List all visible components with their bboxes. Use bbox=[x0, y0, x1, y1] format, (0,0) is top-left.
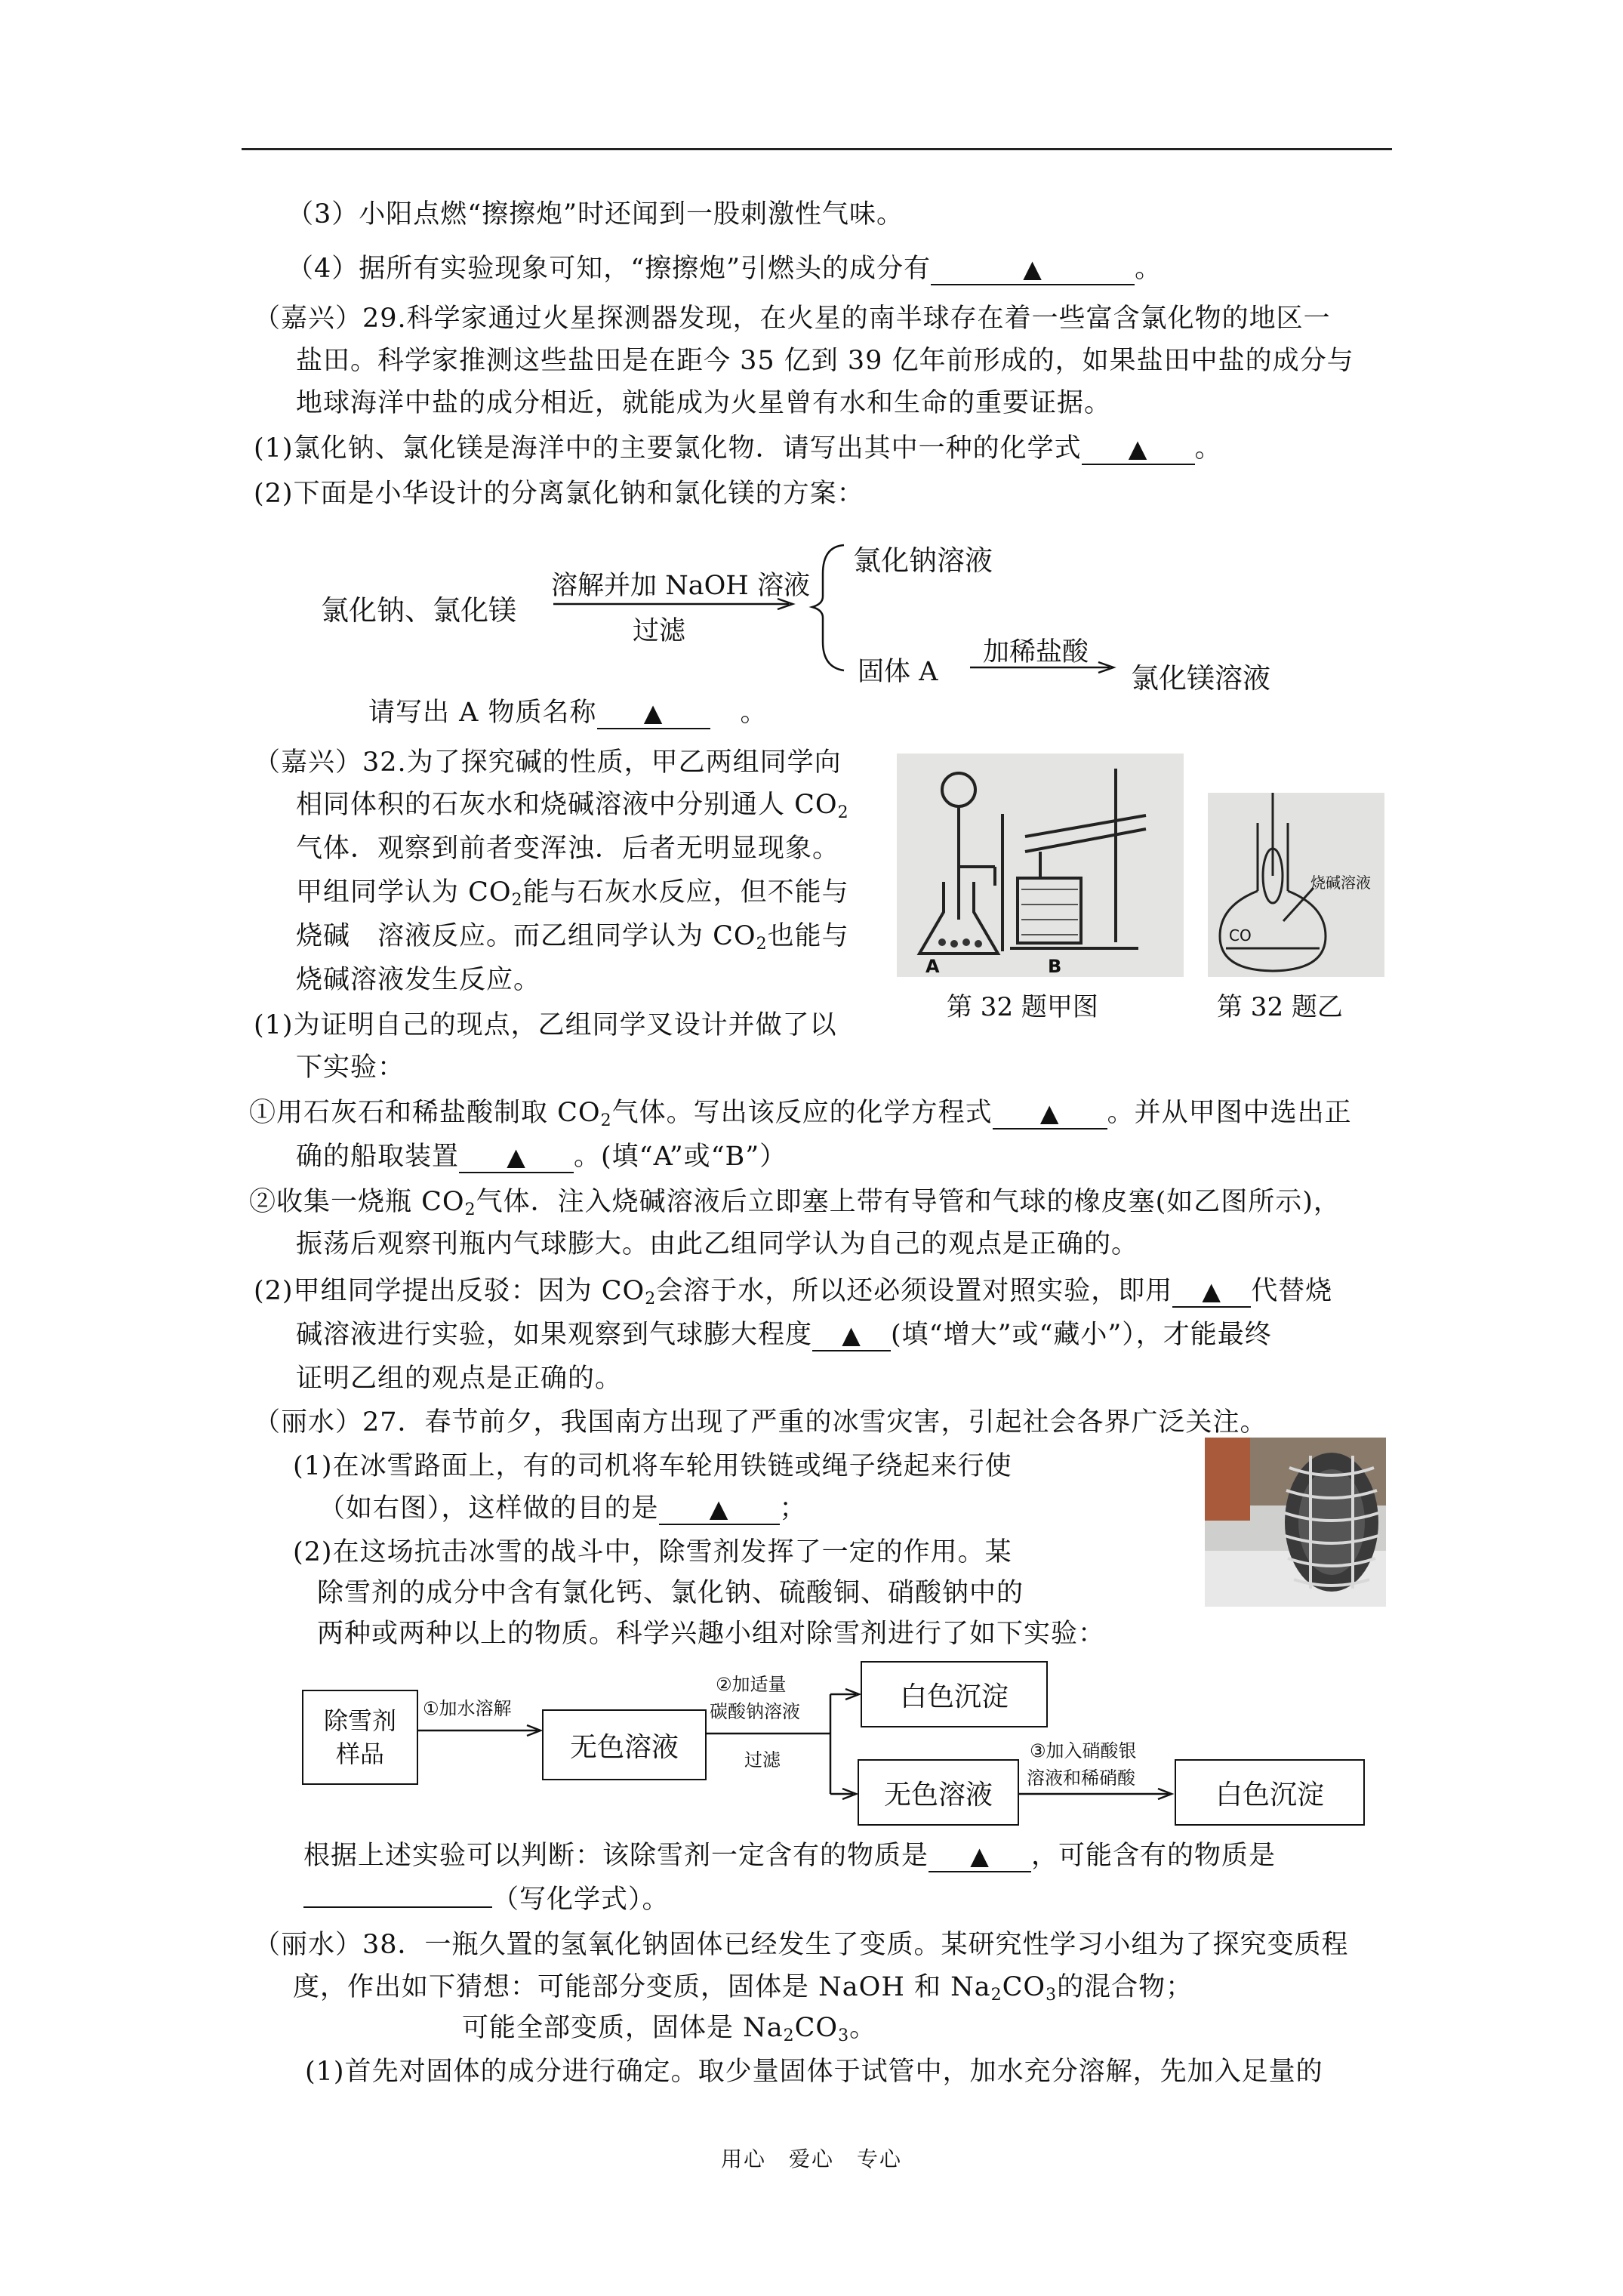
text-line: 除雪剂的成分中含有氯化钙、氯化钠、硫酸铜、硝酸钠中的 bbox=[317, 1578, 1024, 1608]
text-line: (1)氯化钠、氯化镁是海洋中的主要氯化物．请写出其中一种的化学式 ▲ 。 bbox=[254, 433, 1222, 464]
answer-blank[interactable]: ▲ bbox=[931, 254, 1135, 285]
text-line: 气体．观察到前者变浑浊．后者无明显现象。 bbox=[296, 834, 840, 864]
figure-jia-caption: 第 32 题甲图 bbox=[947, 992, 1098, 1022]
text-line: (2)在这场抗击冰雪的战斗中，除雪剂发挥了一定的作用。某 bbox=[293, 1537, 1012, 1567]
answer-blank[interactable]: ▲ bbox=[1172, 1276, 1251, 1308]
answer-blank[interactable] bbox=[303, 1906, 492, 1908]
text-line: 烧碱 溶液反应。而乙组同学认为 $CO_2$也能与 bbox=[296, 921, 849, 954]
text-line: （4）据所有实验现象可知，“擦擦炮”引燃头的成分有 ▲ 。 bbox=[287, 254, 1163, 284]
text-line: 下实验： bbox=[296, 1052, 405, 1083]
text-line: ①用石灰石和稀盐酸制取 $CO_2$气体。写出该反应的化学方程式 ▲ 。并从甲图中选出正 bbox=[249, 1098, 1352, 1130]
scheme-solid: 固体 A bbox=[858, 657, 938, 687]
text-line: （嘉兴）29.科学家通过火星探测器发现，在火星的南半球存在着一些富含氯化物的地区一 bbox=[254, 304, 1331, 334]
flow-step2-mid: 碳酸钠溶液 bbox=[710, 1701, 800, 1722]
flow-step3-top: ③加入硝酸银 bbox=[1030, 1740, 1137, 1761]
text-line: 甲组同学认为 $CO_2$能与石灰水反应，但不能与 bbox=[296, 877, 849, 910]
label-a: A bbox=[925, 956, 940, 977]
text-line: ②收集一烧瓶 $CO_2$气体．注入烧碱溶液后立即塞上带有导管和气球的橡皮塞(如乙图所示)， bbox=[249, 1187, 1341, 1219]
text-line: （嘉兴）32.为了探究碱的性质，甲乙两组同学向 bbox=[254, 747, 842, 778]
text-line: 盐田。科学家推测这些盐田是在距今 35 亿到 39 亿年前形成的，如果盐田中盐的成分与 bbox=[296, 346, 1354, 376]
text-line: 地球海洋中盐的成分相近，就能成为火星曾有水和生命的重要证据。 bbox=[296, 388, 1112, 418]
text-line: （丽水）27．春节前夕，我国南方出现了严重的冰雪灾害，引起社会各界广泛关注。 bbox=[254, 1407, 1267, 1438]
text-line: 相同体积的石灰水和烧碱溶液中分别通人 $CO_2$ bbox=[296, 790, 849, 822]
text-line: 烧碱溶液发生反应。 bbox=[296, 965, 541, 995]
co2-label: CO bbox=[1229, 926, 1252, 945]
figure-yi-caption: 第 32 题乙 bbox=[1217, 992, 1343, 1022]
text-line: 证明乙组的观点是正确的。 bbox=[296, 1364, 623, 1394]
text-line: (1)首先对固体的成分进行确定。取少量固体于试管中，加水充分溶解，先加入足量的 bbox=[305, 2057, 1323, 2087]
label-b: B bbox=[1048, 956, 1062, 977]
text-line: (2)下面是小华设计的分离氯化钠和氯化镁的方案： bbox=[254, 479, 864, 509]
naoh-label: 烧碱溶液 bbox=[1310, 874, 1371, 892]
flow-precipitate1: 白色沉淀 bbox=[861, 1661, 1048, 1727]
flow-precipitate2: 白色沉淀 bbox=[1175, 1759, 1365, 1826]
scheme-top-product: 氯化钠溶液 bbox=[853, 544, 993, 577]
answer-blank[interactable]: ▲ bbox=[459, 1142, 574, 1173]
text-line: 可能全部变质，固体是 $Na_2CO_3$。 bbox=[462, 2013, 877, 2045]
text-line: 振荡后观察刊瓶内气球膨大。由此乙组同学认为自己的观点是正确的。 bbox=[296, 1229, 1139, 1259]
answer-blank[interactable]: ▲ bbox=[929, 1841, 1031, 1872]
text-line: （丽水）38．一瓶久置的氢氧化钠固体已经发生了变质。某研究性学习小组为了探究变质程 bbox=[254, 1930, 1349, 1960]
text-line: 请写出 A 物质名称 ▲ 。 bbox=[368, 698, 768, 728]
text-line: （3）小阳点燃“擦擦炮”时还闻到一股刺激性气味。 bbox=[287, 199, 904, 230]
answer-blank[interactable]: ▲ bbox=[993, 1098, 1107, 1130]
text-line: (2)甲组同学提出反驳：因为 $CO_2$会溶于水，所以还必须设置对照实验，即用 ▲ 代替烧 bbox=[254, 1276, 1333, 1308]
scheme-arrow-bottom-label: 过滤 bbox=[633, 616, 686, 646]
answer-blank[interactable]: ▲ bbox=[597, 698, 710, 729]
flow-step2-bottom: 过滤 bbox=[744, 1749, 781, 1771]
scheme-final: 氯化镁溶液 bbox=[1131, 662, 1270, 695]
flow-solution1: 无色溶液 bbox=[542, 1709, 707, 1780]
flow-step2-top: ②加适量 bbox=[716, 1674, 787, 1695]
answer-blank[interactable]: ▲ bbox=[812, 1320, 891, 1351]
text-line: （写化学式）。 bbox=[303, 1883, 670, 1916]
answer-blank[interactable]: ▲ bbox=[659, 1493, 780, 1525]
scheme-start: 氯化钠、氯化镁 bbox=[321, 594, 516, 627]
flow-sample: 除雪剂 样品 bbox=[302, 1690, 418, 1785]
flow-step3-mid: 溶液和稀硝酸 bbox=[1027, 1767, 1135, 1789]
text-line: 两种或两种以上的物质。科学兴趣小组对除雪剂进行了如下实验： bbox=[317, 1619, 1106, 1649]
text-line: (1)在冰雪路面上，有的司机将车轮用铁链或绳子绕起来行使 bbox=[293, 1451, 1012, 1481]
text-line: 根据上述实验可以判断：该除雪剂一定含有的物质是 ▲ ，可能含有的物质是 bbox=[303, 1841, 1277, 1871]
text-line: （如右图），这样做的目的是 ▲ ； bbox=[319, 1493, 807, 1524]
text-line: 碱溶液进行实验，如果观察到气球膨大程度 ▲ (填“增大”或“藏小”），才能最终 bbox=[296, 1320, 1272, 1350]
text-line: 确的船取装置 ▲ 。(填“A”或“B”） bbox=[296, 1142, 787, 1172]
flow-solution2: 无色溶液 bbox=[858, 1759, 1019, 1826]
scheme-arrow-top-label: 溶解并加 NaOH 溶液 bbox=[551, 571, 810, 601]
page-footer: 用心 爱心 专心 bbox=[720, 2147, 902, 2171]
scheme-acid-label: 加稀盐酸 bbox=[983, 637, 1089, 667]
text-line: (1)为证明自己的现点，乙组同学叉设计并做了以 bbox=[254, 1010, 837, 1040]
text-line: 度，作出如下猜想：可能部分变质，固体是 NaOH 和 $Na_2CO_3$的混合物； bbox=[293, 1972, 1193, 2005]
answer-blank[interactable]: ▲ bbox=[1082, 433, 1195, 465]
flow-step1: ①加水溶解 bbox=[423, 1698, 512, 1719]
